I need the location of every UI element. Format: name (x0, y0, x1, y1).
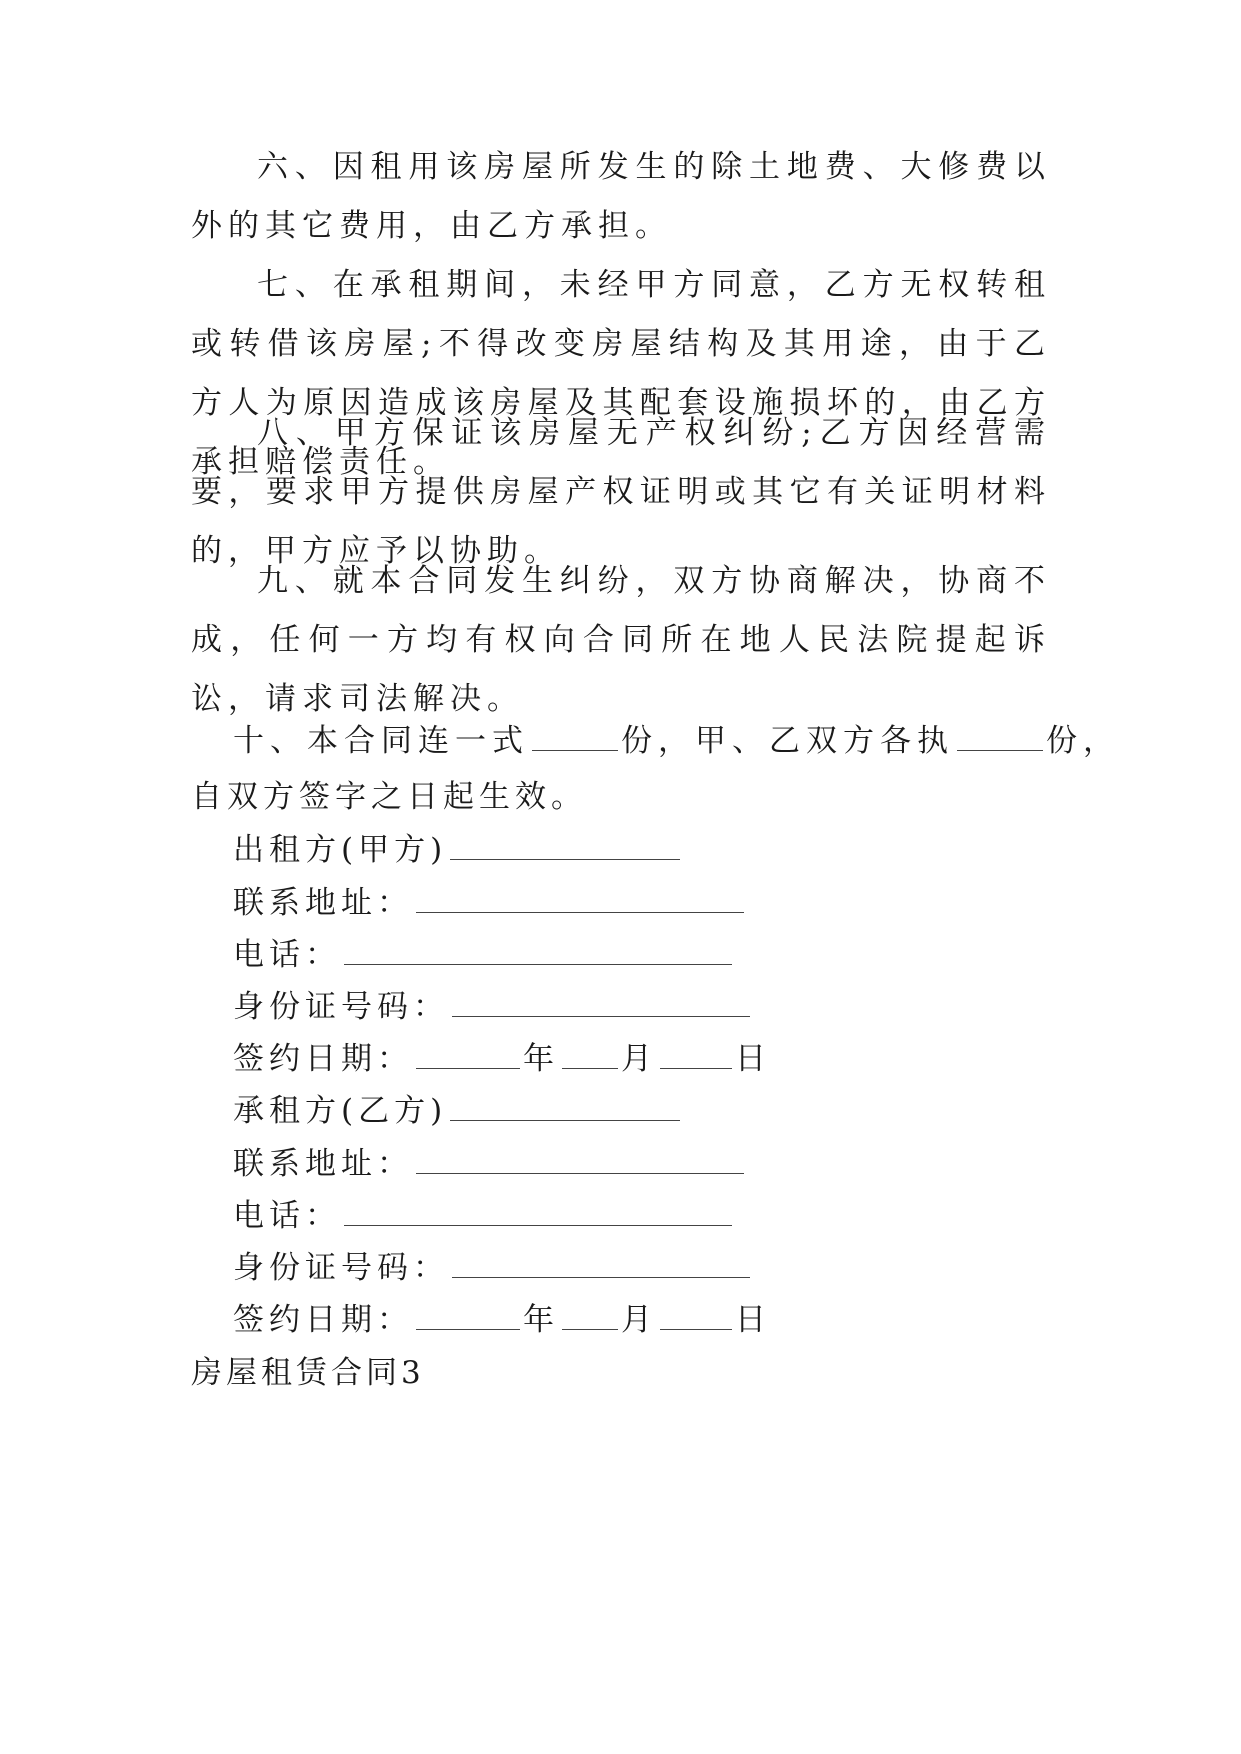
lessor-month-blank (562, 1044, 618, 1069)
lessor-name-row (233, 830, 683, 870)
lessee-year-blank (416, 1305, 520, 1330)
lessor-month-label: 月 (621, 1041, 657, 1077)
lessor-label: 出租方(甲方) (233, 832, 448, 868)
lessor-year-blank (416, 1044, 520, 1069)
clause-six: 六、因租用该房屋所发生的除土地费、大修费以外的其它费用，由乙方承担。 (191, 149, 1051, 244)
lessor-phone-blank (344, 940, 732, 965)
lessor-id-label: 身份证号码： (233, 989, 449, 1025)
lessee-date-label: 签约日期： (233, 1302, 413, 1338)
lessee-address-blank (416, 1149, 744, 1174)
lessor-name-blank (450, 835, 680, 860)
copies-total-blank (532, 726, 618, 751)
lessor-day-blank (660, 1044, 732, 1069)
lessor-date-row (233, 1039, 771, 1079)
lessee-year-label: 年 (523, 1302, 559, 1338)
lessee-label: 承租方(乙方) (233, 1093, 448, 1129)
lessee-phone-label: 电话： (233, 1198, 341, 1234)
lessor-date-label: 签约日期： (233, 1041, 413, 1077)
clause-ten-part2: 份，甲、乙双方各执 (621, 723, 954, 759)
lessee-phone-blank (344, 1201, 732, 1226)
lessor-address-row (233, 883, 747, 923)
lessor-address-label: 联系地址： (233, 885, 413, 921)
lessee-phone-row (233, 1196, 735, 1236)
lessee-name-row (233, 1091, 683, 1131)
lessee-address-row (233, 1144, 747, 1184)
lessee-id-label: 身份证号码： (233, 1250, 449, 1286)
lessee-id-row (233, 1248, 753, 1288)
lessee-day-label: 日 (735, 1302, 771, 1338)
clause-ten-line1 (233, 721, 1120, 761)
lessee-day-blank (660, 1305, 732, 1330)
lessee-address-label: 联系地址： (233, 1146, 413, 1182)
clause-nine: 九、就本合同发生纠纷，双方协商解决，协商不成，任何一方均有权向合同所在地人民法院提起诉讼，请求司法解决。 (191, 563, 1051, 717)
lessor-id-blank (452, 992, 750, 1017)
copies-each-blank (957, 726, 1043, 751)
clause-ten-part3: 份， (1046, 723, 1120, 759)
lessor-id-row (233, 987, 753, 1027)
lessor-phone-row (233, 935, 735, 975)
lessee-id-blank (452, 1253, 750, 1278)
clause-ten-line2: 自双方签字之日起生效。 (191, 779, 587, 815)
lessor-day-label: 日 (735, 1041, 771, 1077)
lessor-address-blank (416, 888, 744, 913)
lessee-name-blank (450, 1096, 680, 1121)
lessor-phone-label: 电话： (233, 937, 341, 973)
clause-ten-part1: 十、本合同连一式 (233, 723, 529, 759)
clause-eight: 八、甲方保证该房屋无产权纠纷;乙方因经营需要，要求甲方提供房屋产权证明或其它有关证明材料的，甲方应予以协助。 (191, 415, 1051, 569)
clause-seven: 七、在承租期间，未经甲方同意，乙方无权转租或转借该房屋;不得改变房屋结构及其用途，由于乙方人为原因造成该房屋及其配套设施损坏的，由乙方承担赔偿责任。 (191, 267, 1051, 480)
lessee-date-row (233, 1300, 771, 1340)
lessor-year-label: 年 (523, 1041, 559, 1077)
lessee-month-blank (562, 1305, 618, 1330)
next-section-title: 房屋租赁合同3 (191, 1355, 425, 1391)
lessee-month-label: 月 (621, 1302, 657, 1338)
